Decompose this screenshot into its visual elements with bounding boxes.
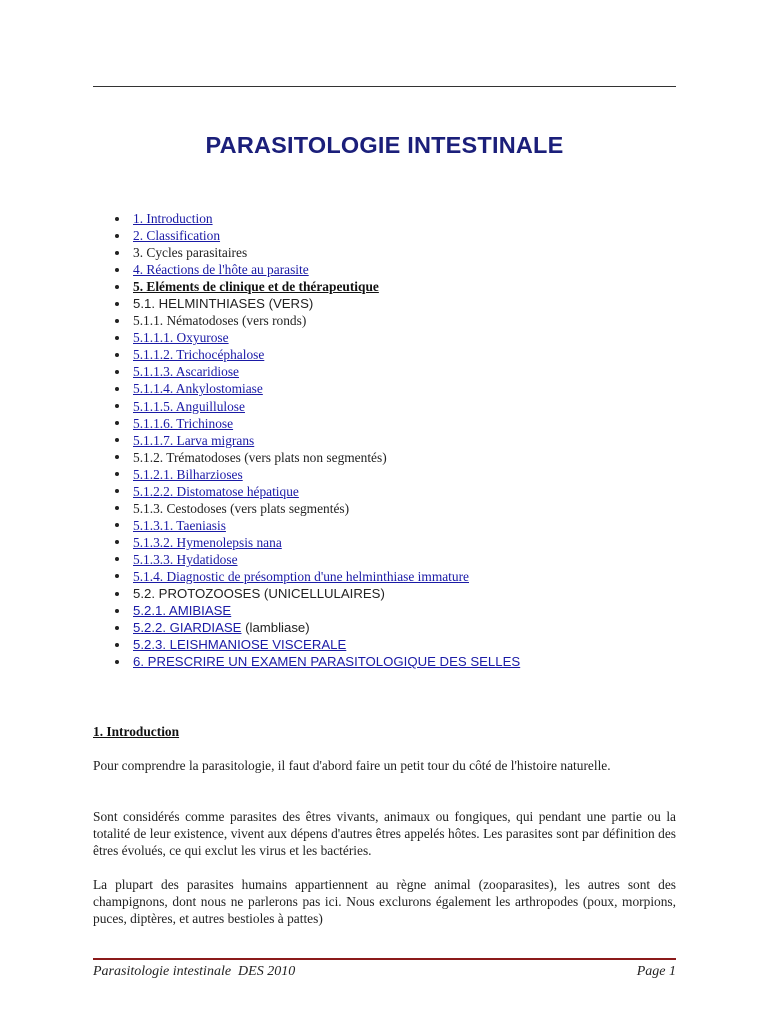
toc-item xyxy=(93,346,520,363)
document-title: PARASITOLOGIE INTESTINALE xyxy=(205,132,564,158)
bullet-icon xyxy=(115,387,119,391)
table-of-contents xyxy=(93,210,520,670)
toc-link[interactable]: 5.2.2. GIARDIASE xyxy=(133,620,242,636)
toc-link[interactable]: 1. Introduction xyxy=(133,211,213,226)
bullet-icon xyxy=(115,523,119,527)
toc-link[interactable]: 5.2.3. LEISHMANIOSE VISCERALE xyxy=(133,637,347,653)
toc-suffix: (lambliase) xyxy=(241,620,310,636)
toc-item xyxy=(93,466,520,483)
bullet-icon xyxy=(115,268,119,272)
toc-item xyxy=(93,483,520,500)
toc-item xyxy=(93,602,520,619)
toc-label: 5. Eléments de clinique et de thérapeutique xyxy=(133,279,379,295)
bullet-icon xyxy=(115,472,119,476)
toc-item xyxy=(93,210,520,227)
bullet-icon xyxy=(115,370,119,374)
toc-item xyxy=(93,244,520,261)
bullet-icon xyxy=(115,626,119,630)
bullet-icon xyxy=(115,506,119,510)
toc-link[interactable]: 5.2.1. AMIBIASE xyxy=(133,603,232,619)
toc-link[interactable]: 4. Réactions de l'hôte au parasite xyxy=(133,262,309,278)
bullet-icon xyxy=(115,319,119,323)
toc-item xyxy=(93,278,520,295)
toc-link[interactable]: 5.1.2.2. Distomatose hépatique xyxy=(133,483,299,499)
toc-item xyxy=(93,636,520,653)
toc-label: 5.2. PROTOZOOSES (UNICELLULAIRES) xyxy=(133,586,385,602)
footer-page-number: Page 1 xyxy=(636,964,676,979)
toc-link[interactable]: 6. PRESCRIRE UN EXAMEN PARASITOLOGIQUE DES SELLES xyxy=(133,654,521,670)
toc-item xyxy=(93,329,520,346)
toc-link[interactable]: 5.1.1.1. Oxyurose xyxy=(133,330,229,346)
paragraph-1: Pour comprendre la parasitologie, il faut d'abord faire un petit tour du côté de l'histoire naturelle. xyxy=(93,758,611,773)
bullet-icon xyxy=(115,609,119,613)
bullet-icon xyxy=(115,643,119,647)
toc-link[interactable]: 5.1.3.2. Hymenolepsis nana xyxy=(133,534,282,550)
bullet-icon xyxy=(115,421,119,425)
toc-item xyxy=(93,568,520,585)
toc-item xyxy=(93,363,520,380)
toc-item xyxy=(93,312,520,329)
toc-item xyxy=(93,585,520,602)
bullet-icon xyxy=(115,557,119,561)
bullet-icon xyxy=(115,234,119,238)
toc-link[interactable]: 5.1.3.3. Hydatidose xyxy=(133,551,238,567)
toc-link[interactable]: 5.1.2.1. Bilharzioses xyxy=(133,466,243,482)
toc-item xyxy=(93,517,520,534)
paragraph-3: La plupart des parasites humains appartiennent au règne animal (zooparasites), les autres sont des champignons, dont nous ne parlerons pas ici. Nous exclurons également les arthropodes (poux, morpions, puces, diptères, et autres bestioles à pattes) xyxy=(93,877,676,926)
toc-link[interactable]: 5.1.1.3. Ascaridiose xyxy=(133,364,239,380)
toc-item xyxy=(93,653,520,670)
toc-link[interactable]: 5.1.1.4. Ankylostomiase xyxy=(133,381,263,397)
toc-link[interactable]: 5.1.3.1. Taeniasis xyxy=(133,517,226,533)
top-divider xyxy=(93,86,676,87)
bullet-icon xyxy=(115,302,119,306)
section-heading-introduction: 1. Introduction xyxy=(93,724,180,739)
toc-label: 3. Cycles parasitaires xyxy=(133,245,248,261)
toc-link[interactable]: 2. Classification xyxy=(133,228,221,244)
toc-item xyxy=(93,415,520,432)
bullet-icon xyxy=(115,592,119,596)
bullet-icon xyxy=(115,455,119,459)
bullet-icon xyxy=(115,489,119,493)
bullet-icon xyxy=(115,336,119,340)
toc-item xyxy=(93,398,520,415)
toc-label: 5.1.1. Nématodoses (vers ronds) xyxy=(133,313,307,329)
toc-item xyxy=(93,619,520,636)
toc-label: 5.1.2. Trématodoses (vers plats non segmentés) xyxy=(133,449,387,465)
toc-item xyxy=(93,227,520,244)
toc-item xyxy=(93,500,520,517)
toc-label: 5.1.3. Cestodoses (vers plats segmentés) xyxy=(133,500,350,516)
toc-item xyxy=(93,261,520,278)
bullet-icon xyxy=(115,404,119,408)
toc-item xyxy=(93,449,520,466)
bullet-icon xyxy=(115,660,119,664)
toc-link[interactable]: 5.1.4. Diagnostic de présomption d'une helminthiase immature xyxy=(133,568,469,584)
toc-item xyxy=(93,380,520,397)
toc-link[interactable]: 5.1.1.6. Trichinose xyxy=(133,415,234,431)
bullet-icon xyxy=(115,540,119,544)
bullet-icon xyxy=(115,353,119,357)
toc-link[interactable]: 5.1.1.7. Larva migrans xyxy=(133,432,255,448)
bullet-icon xyxy=(115,251,119,255)
toc-item xyxy=(93,432,520,449)
paragraph-2: Sont considérés comme parasites des êtres vivants, animaux ou fongiques, qui pendant une partie ou la totalité de leur existence, vivent aux dépens d'autres êtres appelés hôtes. Les parasites sont par définition des êtres évolués, ce qui exclut les virus et les bactéries. xyxy=(93,809,676,858)
bullet-icon xyxy=(115,285,119,289)
bullet-icon xyxy=(115,438,119,442)
toc-link[interactable]: 5.1.1.5. Anguillulose xyxy=(133,398,245,414)
toc-label: 5.1. HELMINTHIASES (VERS) xyxy=(133,296,314,312)
toc-item xyxy=(93,295,520,312)
toc-item xyxy=(93,551,520,568)
footer-title: Parasitologie intestinale DES 2010 xyxy=(93,964,296,979)
bullet-icon xyxy=(115,217,119,221)
bullet-icon xyxy=(115,574,119,578)
toc-item xyxy=(93,534,520,551)
toc-link[interactable]: 5.1.1.2. Trichocéphalose xyxy=(133,347,265,363)
footer-divider xyxy=(93,958,676,960)
